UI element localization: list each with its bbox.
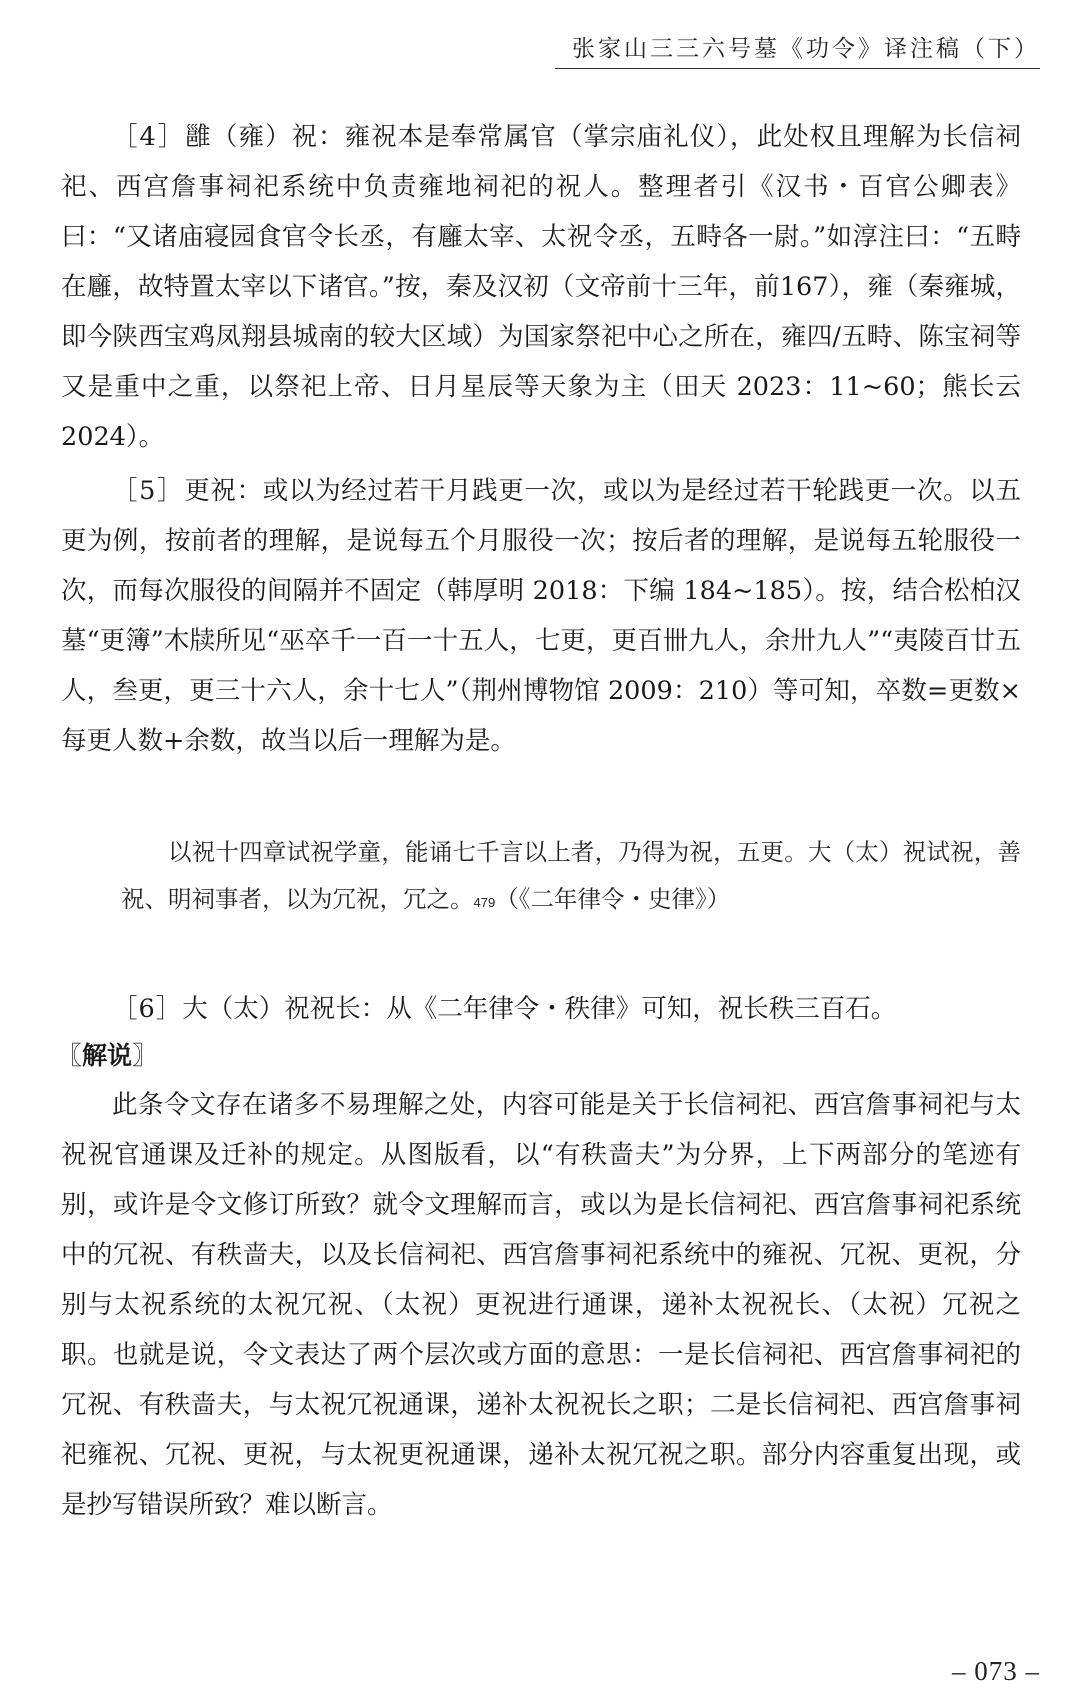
- note-5-text: 更祝：或以为经过若干月践更一次，或以为是经过若干轮践更一次。以五更为例，按前者的理解，是说每五个月服役一次；按后者的理解，是说每五轮服役一次，而每次服役的间隔并不固定（韩厚明 2018：下编 184~185）。按，结合松柏汉墓“更簿”木牍所见“巫卒千一百一十五人，七更，更百卌九人，余卅九人”“夷陵百廿五人，叁更，更三十六人，余十七人”（荆州博物馆 2009：210）等可知，卒数=更数×每更人数+余数，故当以后一理解为是。: [61, 476, 1021, 756]
- block-quote: [61, 829, 1021, 926]
- header-rule: [555, 68, 1040, 69]
- quote-text: 以祝十四章试祝学童，能诵七千言以上者，乃得为祝，五更。大（太）祝试祝，善祝、明祠事者，以为冗祝，冗之。: [121, 838, 1021, 913]
- note-6-label: ［6］: [112, 994, 183, 1024]
- quote-source: （《二年律令・史律》）: [495, 885, 731, 913]
- note-5-label: ［5］: [112, 476, 185, 506]
- note-5: [61, 466, 1021, 766]
- heading-open-bracket: 〖: [57, 1041, 83, 1070]
- note-4-text: 雝（雍）祝：雍祝本是奉常属官（掌宗庙礼仪），此处权且理解为长信祠祀、西宫詹事祠祀系统中负责雍地祠祀的祝人。整理者引《汉书・百官公卿表》曰：“又诸庙寝园食官令长丞，有廱太宰、太祝令丞，五畤各一尉。”如淳注曰：“五畤在廱，故特置太宰以下诸官。”按，秦及汉初（文帝前十三年，前167），雍（秦雍城，即今陕西宝鸡凤翔县城南的较大区域）为国家祭祀中心之所在，雍四/五畤、陈宝祠等又是重中之重，以祭祀上帝、日月星辰等天象为主（田天 2023：11~60；熊长云 2024）。: [61, 122, 1021, 452]
- note-4: [61, 112, 1021, 462]
- note-4-label: ［4］: [112, 122, 186, 152]
- page-number: – 073 –: [952, 1656, 1040, 1686]
- commentary-paragraph: 此条令文存在诸多不易理解之处，内容可能是关于长信祠祀、西宫詹事祠祀与太祝祝官通课及迁补的规定。从图版看，以“有秩啬夫”为分界，上下两部分的笔迹有别，或许是令文修订所致？就令文理解而言，或以为是长信祠祀、西宫詹事祠祀系统中的冗祝、有秩啬夫，以及长信祠祀、西宫詹事祠祀系统中的雍祝、冗祝、更祝，分别与太祝系统的太祝冗祝、（太祝）更祝进行通课，递补太祝祝长、（太祝）冗祝之职。也就是说，令文表达了两个层次或方面的意思：一是长信祠祀、西宫詹事祠祀的冗祝、有秩啬夫，与太祝冗祝通课，递补太祝祝长之职；二是长信祠祀、西宫詹事祠祀雍祝、冗祝、更祝，与太祝更祝通课，递补太祝冗祝之职。部分内容重复出现，或是抄写错误所致？难以断言。: [61, 1090, 1021, 1520]
- running-header-title: 张家山三三六号墓《功令》译注稿（下）: [572, 36, 1040, 62]
- commentary-heading: [57, 1034, 1021, 1078]
- heading-close-bracket: 〗: [132, 1041, 158, 1070]
- note-6: [61, 984, 1021, 1034]
- note-6-text: 大（太）祝祝长：从《二年律令・秩律》可知，祝长秩三百石。: [182, 994, 897, 1024]
- page-body: [57, 112, 1021, 1530]
- quote-strip-number: 479: [473, 895, 496, 910]
- heading-text: 解说: [82, 1041, 133, 1070]
